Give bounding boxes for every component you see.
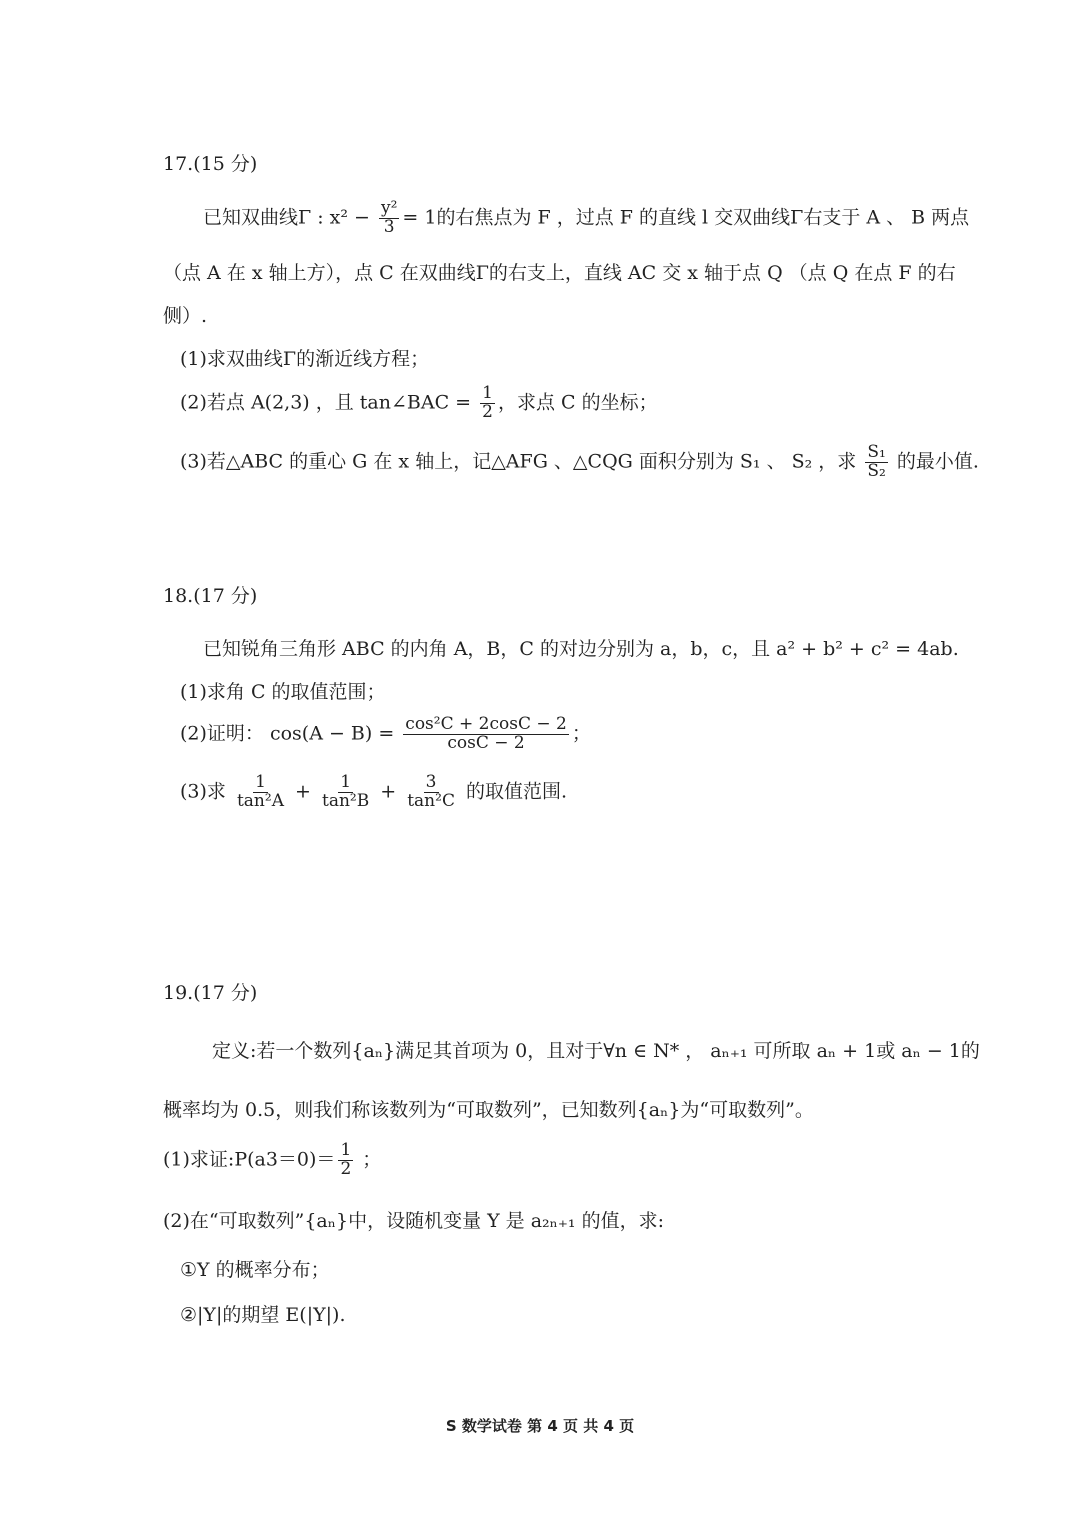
q17-stem-post: = 1的右焦点为 F ，过点 F 的直线 l 交双曲线Γ右支于 A 、 B 两点 — [402, 206, 970, 229]
q18-term2-fraction: $\frac{1}{\text{tan²B}}$ — [321, 772, 370, 811]
q17-part2: (2)若点 A(2,3) ，且 tan∠BAC = $\frac{1}{2}$ ，求点 C 的坐标； — [180, 383, 658, 422]
q17-part1: (1)求双曲线Γ的渐近线方程； — [180, 348, 430, 370]
q17-stem-line3: 侧）. — [163, 305, 208, 327]
q18-term3-fraction: $\frac{3}{\text{tan²C}}$ — [407, 772, 455, 811]
q19-definition-line1: 定义:若一个数列{aₙ}满足其首项为 0，且对于∀n ∈ N* ， aₙ₊₁ 可所取 aₙ + 1或 aₙ − 1的 — [212, 1040, 980, 1062]
q17-stem-line2: （点 A 在 x 轴上方），点 C 在双曲线Γ的右支上，直线 AC 交 x 轴于点 Q （点 Q 在点 F 的右 — [163, 262, 956, 284]
q19-part2: (2)在“可取数列”{aₙ}中，设随机变量 Y 是 a₂ₙ₊₁ 的值，求: — [163, 1210, 664, 1232]
q17-stem-pre: 已知双曲线Γ : x² − — [203, 206, 376, 229]
q19-sub2: ②|Y|的期望 E(|Y|). — [180, 1304, 346, 1326]
q19-header: 19.(17 分) — [163, 982, 258, 1004]
q17-header: 17.(15 分) — [163, 153, 258, 175]
q18-stem: 已知锐角三角形 ABC 的内角 A，B，C 的对边分别为 a，b，c，且 a² + b² + c² = 4ab. — [203, 638, 959, 660]
q19-part1-fraction: $\frac{1}{2}$ — [340, 1140, 352, 1179]
q18-part2: (2)证明： cos(A − B) = $\frac{\text{cos²C + 2cosC − 2}}{\cos C - 2}$ ； — [180, 714, 591, 753]
q17-part2-fraction: $\frac{1}{2}$ — [482, 383, 493, 422]
q18-part2-fraction: $\frac{\text{cos²C + 2cosC − 2}}{\cos C - 2}$ — [405, 714, 567, 753]
q17-part3: (3)若△ABC 的重心 G 在 x 轴上，记△AFG 、△CQG 面积分别为 S₁ 、 S₂ ，求 $\frac{\text{S₁}}{\text{S₂}}$ 的最小值. — [180, 442, 979, 481]
q17-part3-fraction: $\frac{\text{S₁}}{\text{S₂}}$ — [867, 442, 886, 481]
page-footer: S 数学试卷 第 4 页 共 4 页 — [445, 1417, 635, 1435]
q19-part1: (1)求证:P(a3＝0)＝ $\frac{1}{2}$ ； — [163, 1140, 382, 1179]
q18-header: 18.(17 分) — [163, 585, 258, 607]
q18-part1: (1)求角 C 的取值范围； — [180, 681, 386, 703]
q19-sub1: ①Y 的概率分布； — [180, 1259, 330, 1281]
q18-term1-fraction: $\frac{1}{\text{tan²A}}$ — [236, 772, 284, 811]
q19-definition-line2: 概率均为 0.5，则我们称该数列为“可取数列”，已知数列{aₙ}为“可取数列”。 — [163, 1099, 814, 1121]
q18-part3: (3)求 $\frac{1}{\text{tan²A}}$ + $\frac{1}{\text{tan²B}}$ + $\frac{3}{\text{tan²C}}$ 的取值范围. — [180, 772, 568, 811]
q17-stem-fraction: $\frac{\text{y²}}{3}$ — [381, 198, 398, 237]
q17-stem-line1 — [203, 200, 969, 237]
